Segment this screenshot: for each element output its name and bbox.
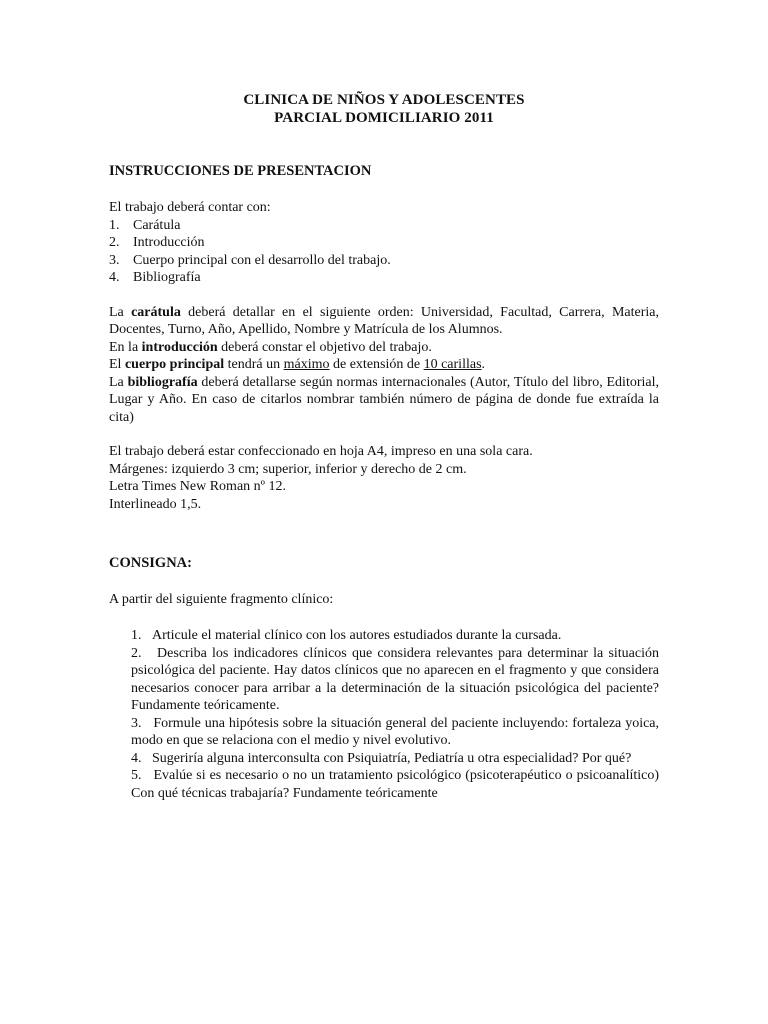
caratula-paragraph: La carátula deberá detallar en el siguiente orden: Universidad, Facultad, Carrera, Materia, Docentes, Turno, Año, Apellido, Nombre y Matrícula de los Alumnos. <box>109 304 659 337</box>
presentation-list <box>109 217 659 287</box>
format-line: Letra Times New Roman nº 12. <box>109 479 286 494</box>
format-line: Márgenes: izquierdo 3 cm; superior, inferior y derecho de 2 cm. <box>109 461 467 477</box>
instructions-heading: INSTRUCCIONES DE PRESENTACION <box>109 163 372 179</box>
title-line-1: CLINICA DE NIÑOS Y ADOLESCENTES <box>243 92 525 108</box>
consigna-heading: CONSIGNA: <box>109 555 192 571</box>
instructions-intro: El trabajo deberá contar con: <box>109 200 271 215</box>
consigna-item: 1. Articule el material clínico con los autores estudiados durante la cursada. <box>131 628 562 643</box>
list-item: 1. Carátula <box>109 217 181 233</box>
consigna-list <box>131 627 659 802</box>
instructions-block <box>109 199 659 513</box>
consigna-item: 2. Describa los indicadores clínicos que considera relevantes para determinar la situación psicológica del paciente. Hay datos clínicos que no aparecen en el fragmento y que considera necesarios conocer para arribar a la determinación de la situación psicológica del paciente? Fundamente teóricamente. <box>131 645 660 713</box>
cuerpo-paragraph: El cuerpo principal tendrá un máximo de extensión de 10 carillas. <box>109 357 486 372</box>
introduccion-paragraph: En la introducción deberá constar el objetivo del trabajo. <box>109 339 432 355</box>
list-item: 4. Bibliografía <box>109 270 201 285</box>
title-line-2: PARCIAL DOMICILIARIO 2011 <box>274 110 494 126</box>
format-line: Interlineado 1,5. <box>109 496 202 512</box>
list-item: 3. Cuerpo principal con el desarrollo del trabajo. <box>109 252 391 268</box>
consigna-intro: A partir del siguiente fragmento clínico: <box>109 592 334 607</box>
consigna-item: 5. Evalúe si es necesario o no un tratamiento psicológico (psicoterapéutico o psicoanalítico) Con qué técnicas trabajaría? Fundamente teóricamente <box>131 768 660 801</box>
format-line: El trabajo deberá estar confeccionado en hoja A4, impreso en una sola cara. <box>109 444 533 459</box>
bibliografia-paragraph: La bibliografía deberá detallarse según normas internacionales (Autor, Título del libro, Editorial, Lugar y Año. En caso de citarlos nombrar también número de página de donde fue extraída la cita) <box>109 374 659 425</box>
consigna-item: 4. Sugeriría alguna interconsulta con Psiquiatría, Pediatría u otra especialidad? Por qué? <box>131 750 632 766</box>
document-title <box>0 91 768 127</box>
consigna-item: 3. Formule una hipótesis sobre la situación general del paciente incluyendo: fortaleza yoica, modo en que se relaciona con el medio y nivel evolutivo. <box>131 715 660 748</box>
list-item: 2. Introducción <box>109 235 205 250</box>
